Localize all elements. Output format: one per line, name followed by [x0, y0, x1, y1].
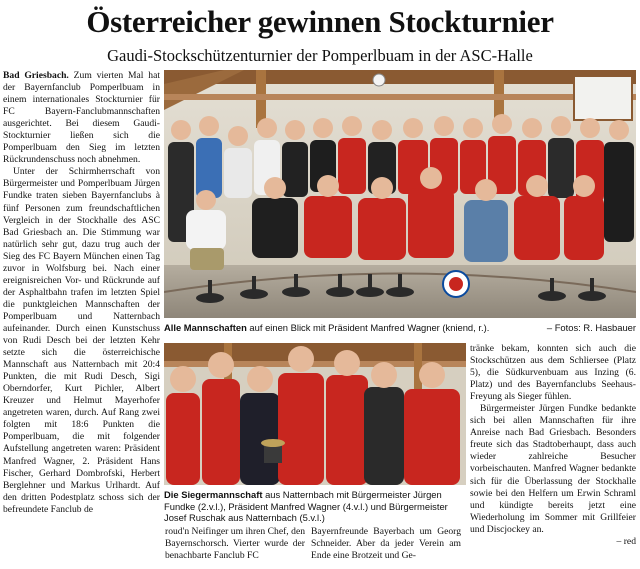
caption-text: auf einen Blick mit Präsident Manfred Wagner (kniend, r.).	[246, 322, 490, 333]
article-paragraph: roud'n Neifinger um ihren Chef, den Bayernschorsch. Vierter wurde der benachbarte Fanclub FC	[165, 526, 305, 562]
article-paragraph: Unter der Schirmherrschaft von Bürgermeister und Pomperlbuam Jürgen Fundke traten sieben Bayernfanclubs à fünf Personen zum freundschaftlichen Vergleich in der Stockhalle des ASC Bad Griesbach an. Die Stimmung war natürlich sehr gut, dazu trug auch der Sieg des FC Bayern München einen Tag zuvor in Wolfsburg bei. Nach einer ereignisreichen Vor- und Rückrunde auf der Asphaltbahn trafen im letzten Spiel die punktgleichen Mannschaften der Pomperlbuam und Natternbach aufeinander. Durch einen Kunstschuss von Rudi Desch bei der letzten Kehr setzte sich die österreichische Mannschaft aus Natternbach mit 20:4 Punkten, die mit Rudi Desch, Sigi Oberndorfer, Kurt Pichler, Albert Kreuzer und Helmut Mayerhofer angetreten waren, durch. Auf Rang zwei folgten mit 18:6 Punkten die Pomperlbuam, die mit folgender Aufstellung angetreten waren: Präsident Manfred Wagner, 2. Präsident Hans Fischer, Gerhard Dombrofski, Herbert Berglehner und Markus Urlhardt. Auf den dritten Podestplatz schoss sich der befreundete Fanclub de	[3, 166, 160, 515]
dateline: Bad Griesbach.	[3, 70, 69, 81]
article-column-4	[470, 343, 636, 565]
winning-team-photo	[164, 343, 466, 485]
photo-caption-1	[164, 322, 636, 334]
article-column-2	[165, 526, 305, 568]
author-sign: – red	[616, 535, 636, 547]
caption-bold: Die Siegermannschaft	[164, 489, 263, 500]
photo-caption-2	[164, 489, 466, 524]
team-group-photo	[164, 70, 636, 318]
article-paragraph	[3, 70, 160, 166]
headline: Österreicher gewinnen Stockturnier	[86, 4, 554, 39]
article-paragraph: Bayernfreunde Bayerbach um Georg Schneider. Aber da jeder Verein am Ende eine Brotzeit und Ge-	[311, 526, 461, 562]
article-column-1	[3, 70, 160, 566]
caption-text: aus Natternbach mit Bürgermeister Jürgen Fundke (2.v.l.), Präsident Manfred Wagner (4.v.l.) und Bürgermeister Josef Ruschak aus Natternbach (5.v.l.)	[164, 489, 448, 523]
article-text: Zum vierten Mal hat der Bayernfanclub Pomperlbuam in einem internationales Stockturnier für FC Bayern-Fanclubmannschaften ausgerichtet. Bei diesem Gaudi-Stockturnier ließen sich die Pomperlbuam den Sieg im letzten Rückrundenschuss noch abnehmen.	[3, 70, 160, 166]
photo-credit: – Fotos: R. Hasbauer	[546, 322, 636, 333]
caption-bold: Alle Mannschaften	[164, 322, 247, 333]
subheadline: Gaudi-Stockschützenturnier der Pomperlbuam in der ASC-Halle	[107, 46, 533, 65]
article-column-3	[311, 526, 461, 568]
article-paragraph: Bürgermeister Jürgen Fundke bedankte sich bei allen Mannschaften für ihre Anreise nach Bad Griesbach. Besonders freute sich das Stadtoberhaupt, dass auch wieder zahlreiche Besucher vorbeischauten. Manfred Wagner bedankte sich für die Überlassung der Stockhalle sowie bei den Helfern um Erwin Schraml und kündigte bereits jetzt eine Wiederholung im Sommer mit Grillfeier und Discjockey an.	[470, 403, 636, 535]
article-paragraph: tränke bekam, konnten sich auch die Stockschützen aus dem Schliersee (Platz 5), die Südkurvenbuam aus Inzing (6. Platz) und des Bayernfanclubs Seehaus-Freyung als Sieger fühlen.	[470, 343, 636, 403]
